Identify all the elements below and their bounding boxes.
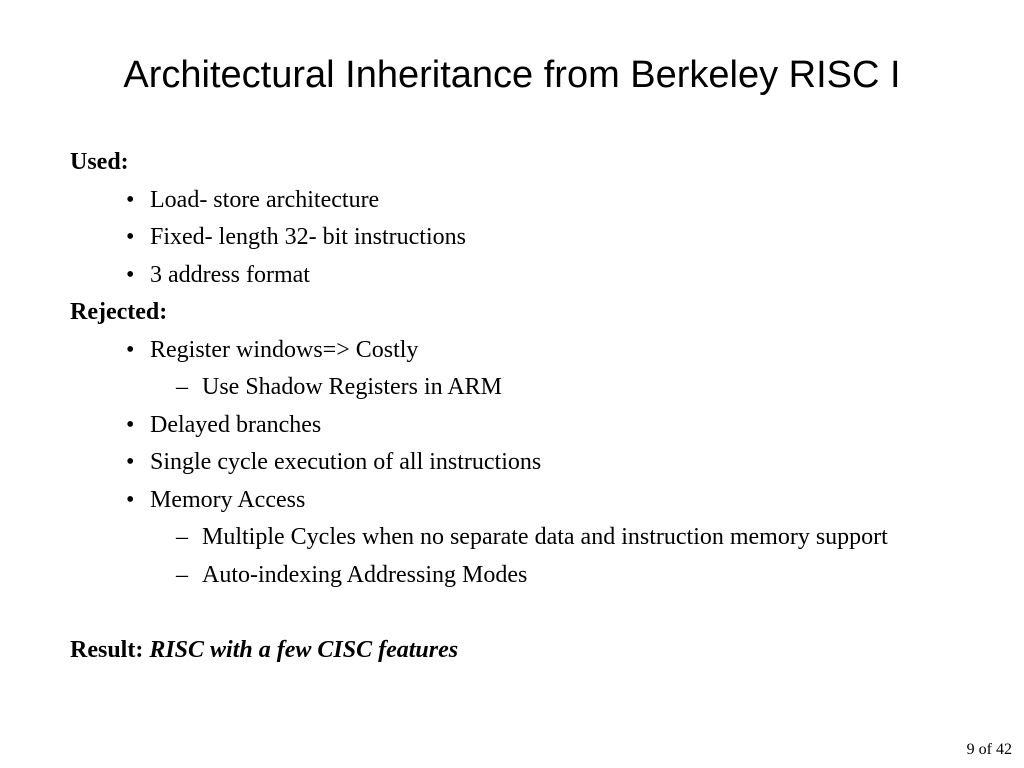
rejected-item-text: Memory Access	[150, 486, 306, 513]
dash-marker: –	[176, 524, 188, 550]
bullet-marker: •	[126, 449, 135, 475]
slide-body	[70, 144, 950, 669]
used-item	[70, 182, 950, 220]
used-item-text: Load- store architecture	[150, 186, 380, 213]
rejected-item	[70, 332, 950, 370]
rejected-sub-item	[70, 519, 950, 557]
bullet-marker: •	[126, 261, 135, 288]
used-heading: Used:	[70, 149, 129, 175]
bullet-marker: •	[126, 186, 135, 213]
dash-marker: –	[176, 562, 188, 588]
rejected-item	[70, 407, 950, 445]
bullet-marker: •	[126, 411, 135, 438]
rejected-item	[70, 444, 950, 482]
used-item	[70, 219, 950, 257]
rejected-sub-item	[70, 369, 950, 407]
result-label: Result:	[70, 636, 144, 663]
used-item	[70, 257, 950, 295]
result-value: RISC with a few CISC features	[149, 636, 459, 663]
rejected-item	[70, 482, 950, 520]
rejected-sub-item	[70, 557, 950, 595]
slide-title: Architectural Inheritance from Berkeley RISC I	[123, 54, 901, 96]
bullet-marker: •	[126, 224, 135, 250]
rejected-heading: Rejected:	[70, 299, 168, 325]
bullet-marker: •	[126, 486, 135, 513]
section-spacer	[70, 595, 950, 632]
page-number: 9 of 42	[966, 741, 1012, 758]
rejected-sub-item-text: Auto-indexing Addressing Modes	[202, 562, 528, 588]
rejected-sub-item-text: Use Shadow Registers in ARM	[202, 374, 502, 400]
used-item-text: Fixed- length 32- bit instructions	[150, 224, 466, 250]
rejected-item-text: Delayed branches	[150, 411, 322, 438]
rejected-item-text: Register windows=> Costly	[150, 336, 419, 363]
result-line	[70, 632, 950, 670]
bullet-marker: •	[126, 336, 135, 363]
rejected-sub-item-text: Multiple Cycles when no separate data and instruction memory support	[202, 524, 888, 550]
dash-marker: –	[176, 374, 188, 400]
rejected-item-text: Single cycle execution of all instructions	[150, 449, 542, 475]
used-item-text: 3 address format	[150, 261, 310, 288]
